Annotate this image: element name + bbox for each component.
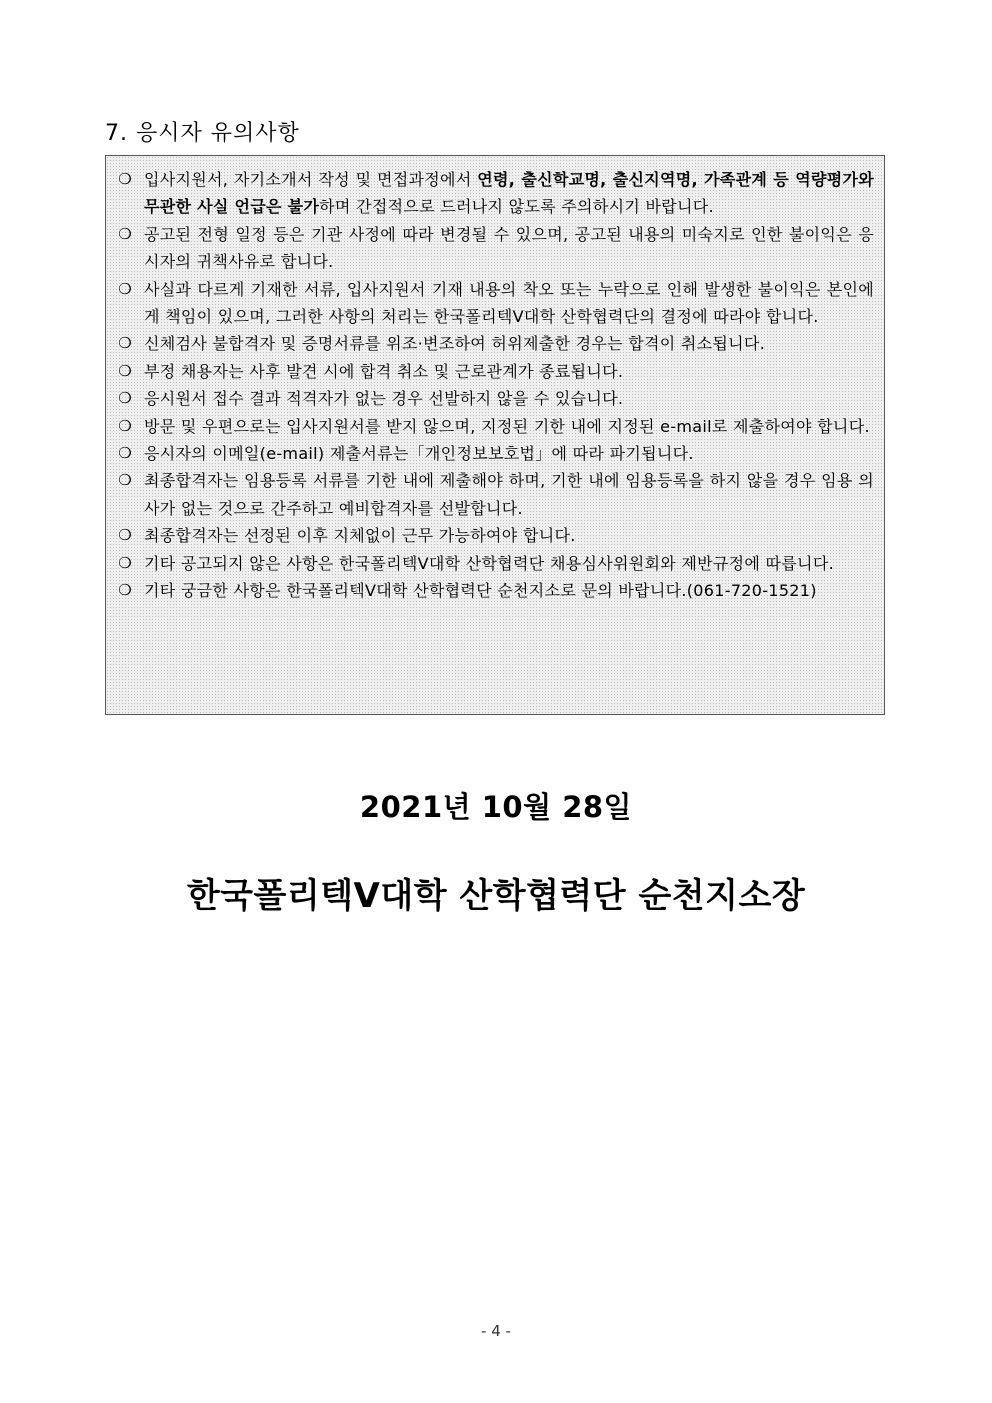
bullet-icon: ❍ (118, 279, 132, 298)
notice-text: 공고된 전형 일정 등은 기관 사정에 따라 변경될 수 있으며, 공고된 내용의 미숙지로 인한 불이익은 응시자의 귀책사유로 합니다. (144, 224, 874, 272)
notice-item-7 (106, 413, 874, 440)
notice-text-part: 입사지원서, 자기소개서 작성 및 면접과정에서 (144, 170, 478, 189)
notice-text: 최종합격자는 선정된 이후 지체없이 근무 가능하여야 합니다. (144, 526, 576, 546)
signer-title: 한국폴리텍V대학 산학협력단 순천지소장 (186, 876, 806, 916)
bullet-icon: ❍ (118, 526, 132, 545)
bullet-icon: ❍ (118, 170, 132, 188)
bullet-icon: ❍ (118, 334, 132, 353)
bullet-icon: ❍ (118, 224, 132, 243)
bullet-icon: ❍ (118, 581, 132, 600)
notice-item-9 (106, 467, 874, 522)
notice-text: 기타 공고되지 않은 사항은 한국폴리텍V대학 산학협력단 채용심사위원회와 제반규정에 따릅니다. (144, 553, 834, 573)
section-title: 7. 응시자 유의사항 (105, 121, 300, 146)
notice-item-11 (106, 550, 874, 577)
notice-item-2 (106, 221, 874, 276)
notice-item-10 (106, 522, 874, 549)
notice-emphasis: 연령, 출신학교명, 출신지역명, 가족관계 등 역량평가와 무관한 사실 언급은 불가 (144, 170, 874, 217)
notice-box (105, 155, 885, 715)
notice-text (144, 166, 874, 221)
notice-text-part: 하며 간접적으로 드러나지 않도록 주의하시기 바랍니다. (319, 197, 714, 217)
notice-text: 사실과 다르게 기재한 서류, 입사지원서 기재 내용의 착오 또는 누락으로 인해 발생한 불이익은 본인에게 책임이 있으며, 그러한 사항의 처리는 한국폴리텍V대학 산학협력단의 결정에 따라야 합니다. (144, 279, 874, 327)
notice-text: 최종합격자는 임용등록 서류를 기한 내에 제출해야 하며, 기한 내에 임용등록을 하지 않을 경우 임용 의사가 없는 것으로 간주하고 예비합격자를 선발합니다. (144, 471, 874, 518)
notice-item-4 (106, 330, 874, 357)
notice-item-12 (106, 577, 874, 604)
notice-text: 응시자의 이메일(e-mail) 제출서류는「개인정보보호법」에 따라 파기됩니다. (144, 444, 694, 464)
page-number: - 4 - (481, 1322, 511, 1340)
notice-item-5 (106, 358, 874, 385)
notice-item-3 (106, 276, 874, 331)
notice-item-6 (106, 385, 874, 412)
bullet-icon: ❍ (118, 361, 132, 380)
bullet-icon: ❍ (118, 416, 132, 435)
announcement-date: 2021년 10월 28일 (359, 790, 633, 824)
bullet-icon: ❍ (118, 444, 132, 463)
bullet-icon: ❍ (118, 389, 132, 408)
notice-text: 부정 채용자는 사후 발견 시에 합격 취소 및 근로관계가 종료됩니다. (144, 361, 624, 381)
notice-text: 기타 궁금한 사항은 한국폴리텍V대학 산학협력단 순천지소로 문의 바랍니다.(061-720-1521) (144, 581, 817, 601)
notice-text: 방문 및 우편으로는 입사지원서를 받지 않으며, 지정된 기한 내에 지정된 e-mail로 제출하여야 합니다. (144, 416, 870, 436)
notice-item-1 (106, 166, 874, 221)
notice-item-8 (106, 440, 874, 467)
bullet-icon: ❍ (118, 471, 132, 490)
bullet-icon: ❍ (118, 553, 132, 572)
notice-text: 응시원서 접수 결과 적격자가 없는 경우 선발하지 않을 수 있습니다. (144, 389, 624, 409)
notice-text: 신체검사 불합격자 및 증명서류를 위조·변조하여 허위제출한 경우는 합격이 취소됩니다. (144, 334, 766, 354)
